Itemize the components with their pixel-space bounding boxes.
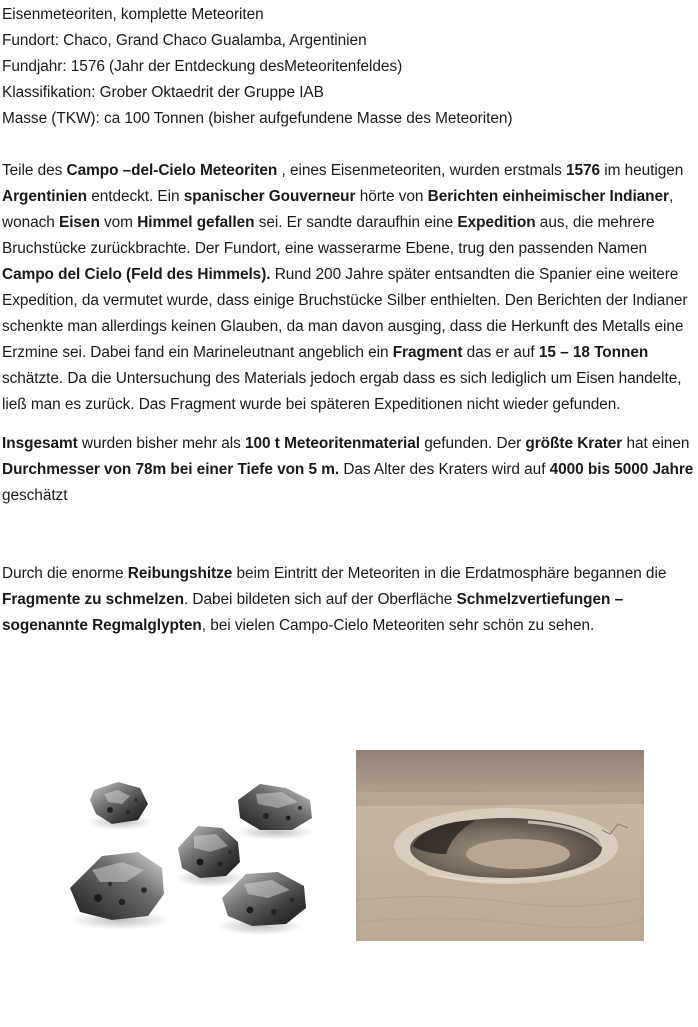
spacer (2, 132, 696, 158)
meta-fundjahr: Fundjahr: 1576 (Jahr der Entdeckung desMeteoritenfeldes) (2, 58, 403, 75)
meta-masse: Masse (TKW): ca 100 Tonnen (bisher aufgefundene Masse des Meteoriten) (2, 110, 513, 127)
spacer (2, 418, 696, 431)
spacer (2, 509, 696, 535)
document-text (2, 2, 696, 639)
paragraph-history: Teile des Campo –del-Cielo Meteoriten , eines Eisenmeteoriten, wurden erstmals 1576 im heutigen Argentinien entdeckt. Ein spanischer Gouverneur hörte von Berichten einheimischer Indianer, wonach Eisen vom Himmel gefallen sei. Er sandte daraufhin eine Expedition aus, die mehrere Bruchstücke zurückbrachte. Der Fundort, eine wasserarme Ebene, trug den passenden Namen Campo del Cielo (Feld des Himmels). Rund 200 Jahre später entsandten die Spanier eine weitere Expedition, da vermutet wurde, dass einige Bruchstücke Silber enthielten. Den Berichten der Indianer schenkte man allerdings keinen Glauben, da man davon ausging, dass die Herkunft des Metalls eine Erzmine sei. Dabei fand ein Marineleutnant angeblich ein Fragment das er auf 15 – 18 Tonnen schätzte. Da die Untersuchung des Materials jedoch ergab dass es sich lediglich um Eisen handelte, ließ man es zurück. Das Fragment wurde bei späteren Expeditionen nicht wieder gefunden. (2, 162, 688, 413)
meta-klassifikation: Klassifikation: Grober Oktaedrit der Gruppe IAB (2, 84, 324, 101)
crater-image (356, 750, 644, 941)
meta-title: Eisenmeteoriten, komplette Meteoriten (2, 6, 264, 23)
paragraph-regmaglypts: Durch die enorme Reibungshitze beim Eintritt der Meteoriten in die Erdatmosphäre begannen die Fragmente zu schmelzen. Dabei bildeten sich auf der Oberfläche Schmelzvertiefungen – sogenannte Regmalglypten, bei vielen Campo-Cielo Meteoriten sehr schön zu sehen. (2, 565, 667, 634)
paragraph-crater: Insgesamt wurden bisher mehr als 100 t Meteoritenmaterial gefunden. Der größte Krater hat einen Durchmesser von 78m bei einer Tiefe von 5 m. Das Alter des Kraters wird auf 4000 bis 5000 Jahre geschätzt (2, 435, 694, 504)
spacer (2, 535, 696, 561)
meta-fundort: Fundort: Chaco, Grand Chaco Gualamba, Argentinien (2, 32, 367, 49)
meteorite-fragments-image (60, 770, 322, 940)
